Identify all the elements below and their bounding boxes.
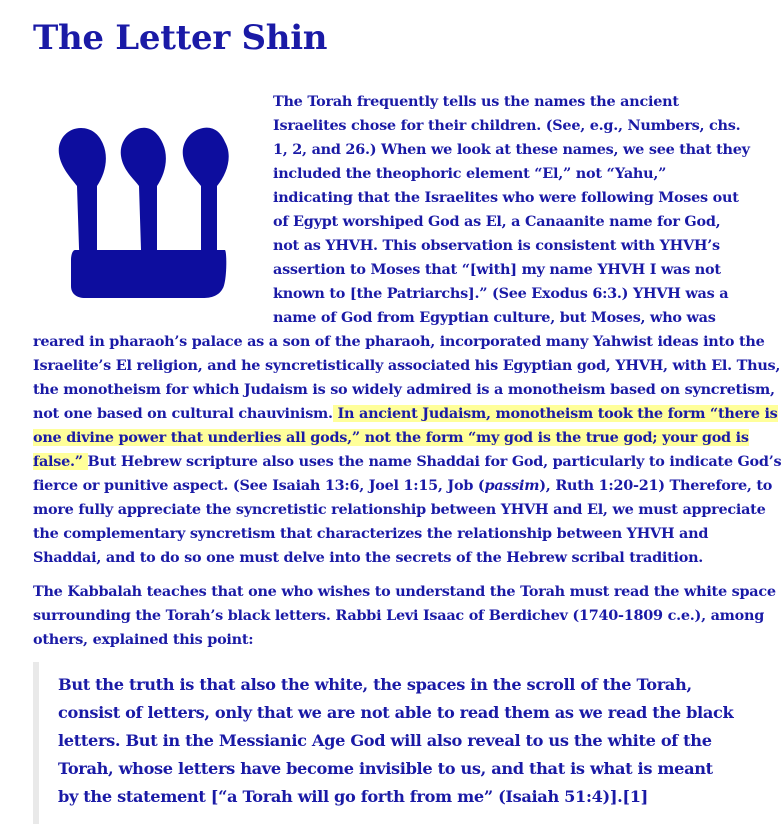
paragraph-line: reared in pharaoh’s palace as a son of the pharaoh, incorporated many Yahwist ideas into the	[33, 333, 765, 350]
highlighted-text: false.”	[33, 453, 88, 470]
paragraph-line: the complementary syncretism that characterizes the relationship between YHVH and	[33, 525, 709, 542]
paragraph-line	[33, 402, 778, 426]
blockquote-border	[33, 662, 39, 824]
paragraph-line: of Egypt worshiped God as El, a Canaanite name for God,	[273, 213, 721, 230]
paragraph-line: the monotheism for which Judaism is so widely admired is a monotheism based on syncretism,	[33, 381, 775, 398]
paragraph-line: Israelite’s El religion, and he syncretistically associated his Egyptian god, YHVH, with El. Thus,	[33, 357, 781, 374]
paragraph-line: name of God from Egyptian culture, but Moses, who was	[273, 309, 716, 326]
paragraph-line: The Torah frequently tells us the names the ancient	[273, 93, 679, 110]
blockquote-line: by the statement [“a Torah will go forth from me” (Isaiah 51:4)].[1]	[58, 787, 648, 806]
paragraph-line: known to [the Patriarchs].” (See Exodus 6:3.) YHVH was a	[273, 285, 729, 302]
paragraph-line: Shaddai, and to do so one must delve into the secrets of the Hebrew scribal tradition.	[33, 549, 704, 566]
paragraph-line: Israelites chose for their children. (See, e.g., Numbers, chs.	[273, 117, 741, 134]
paragraph-text: not one based on cultural chauvinism.	[33, 405, 333, 422]
paragraph-line	[33, 426, 749, 450]
paragraph-line: not as YHVH. This observation is consistent with YHVH’s	[273, 237, 720, 254]
paragraph-line: others, explained this point:	[33, 631, 254, 648]
paragraph-line: included the theophoric element “El,” not “Yahu,”	[273, 165, 667, 182]
paragraph-line: The Kabbalah teaches that one who wishes to understand the Torah must read the white space	[33, 583, 776, 600]
paragraph-line: indicating that the Israelites who were following Moses out	[273, 189, 739, 206]
paragraph-line: assertion to Moses that “[with] my name YHVH I was not	[273, 261, 721, 278]
highlighted-text: one divine power that underlies all gods,” not the form “my god is the true god; your god is	[33, 429, 749, 446]
paragraph-line	[33, 450, 781, 474]
paragraph-line: 1, 2, and 26.) When we look at these names, we see that they	[273, 141, 750, 158]
paragraph-text: ), Ruth 1:20-21) Therefore, to	[539, 477, 773, 494]
blockquote-line: consist of letters, only that we are not able to read them as we read the black	[58, 703, 734, 722]
hebrew-letter-shin-icon	[55, 120, 237, 302]
blockquote-line: Torah, whose letters have become invisible to us, and that is what is meant	[58, 759, 713, 778]
paragraph-line	[33, 474, 772, 498]
blockquote-line: letters. But in the Messianic Age God will also reveal to us the white of the	[58, 731, 712, 750]
paragraph-text: fierce or punitive aspect. (See Isaiah 13:6, Joel 1:15, Job (	[33, 477, 485, 494]
paragraph-text: But Hebrew scripture also uses the name Shaddai for God, particularly to indicate God’s	[87, 453, 781, 470]
paragraph-line: surrounding the Torah’s black letters. Rabbi Levi Isaac of Berdichev (1740-1809 c.e.), among	[33, 607, 765, 624]
page-title: The Letter Shin	[33, 18, 328, 58]
highlighted-text: In ancient Judaism, monotheism took the form “there is	[332, 405, 778, 422]
blockquote-line: But the truth is that also the white, the spaces in the scroll of the Torah,	[58, 675, 692, 694]
italic-text: passim	[484, 477, 540, 494]
paragraph-line: more fully appreciate the syncretistic relationship between YHVH and El, we must appreciate	[33, 501, 766, 518]
